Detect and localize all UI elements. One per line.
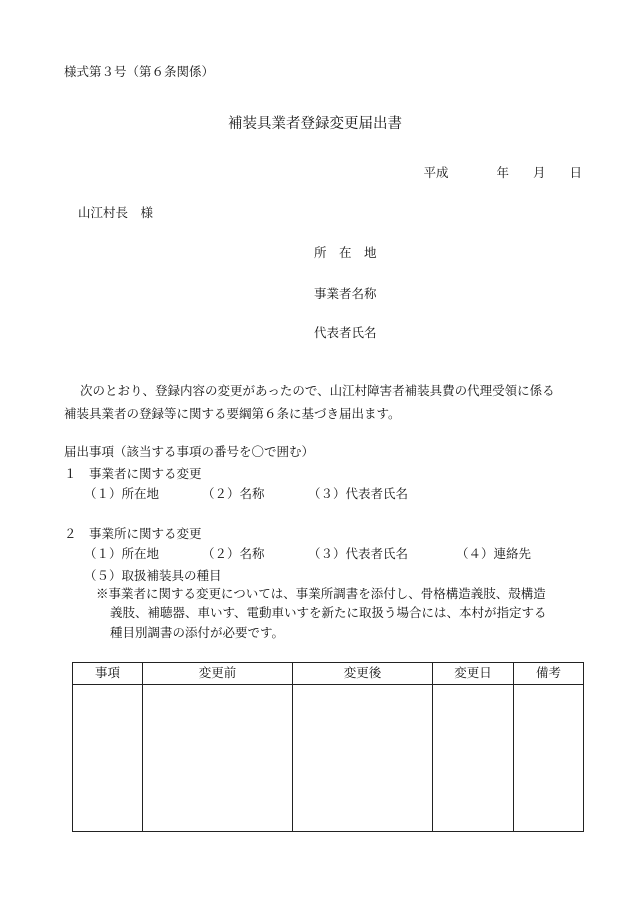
section-1-title: １ 事業者に関する変更 xyxy=(64,466,202,481)
section-2-item-device-types: （５）取扱補装具の種目 xyxy=(84,568,222,583)
header-change-date: 変更日 xyxy=(433,663,514,685)
section-1-item-name: （２）名称 xyxy=(202,486,265,501)
note-line: ※事業者に関する変更については、事業所調書を添付し、骨格構造義肢、殻構造 xyxy=(96,586,546,601)
addressee: 山江村長 様 xyxy=(78,205,154,220)
section-2-item-name: （２）名称 xyxy=(202,546,265,561)
cell-change-date[interactable] xyxy=(433,685,514,832)
table-header-row xyxy=(73,663,584,685)
section-2-item-representative: （３）代表者氏名 xyxy=(308,546,409,561)
section-2-item-address: （１）所在地 xyxy=(84,546,160,561)
body-text-line: 次のとおり、登録内容の変更があったので、山江村障害者補装具費の代理受領に係る xyxy=(80,383,555,398)
date-year: 年 xyxy=(496,165,509,180)
cell-after[interactable] xyxy=(293,685,433,832)
section-1-item-address: （１）所在地 xyxy=(84,486,160,501)
document-title: 補装具業者登録変更届出書 xyxy=(228,116,402,132)
header-before: 変更前 xyxy=(143,663,293,685)
note-line: 義肢、補聴器、車いす、電動車いすを新たに取扱う場合には、本村が指定する xyxy=(110,605,547,620)
body-text-line: 補装具業者の登録等に関する要綱第６条に基づき届出ます。 xyxy=(64,406,401,421)
table-row xyxy=(73,685,584,832)
form-number: 様式第３号（第６条関係） xyxy=(64,64,215,79)
header-remarks: 備考 xyxy=(514,663,584,685)
header-after: 変更後 xyxy=(293,663,433,685)
date-line xyxy=(423,167,582,180)
section-1-item-representative: （３）代表者氏名 xyxy=(308,486,409,501)
applicant-address-label: 所 在 地 xyxy=(314,245,377,260)
date-day: 日 xyxy=(569,165,582,180)
note-line: 種目別調書の添付が必要です。 xyxy=(110,625,285,640)
section-2-title: ２ 事業所に関する変更 xyxy=(64,526,202,541)
header-item: 事項 xyxy=(73,663,143,685)
cell-item[interactable] xyxy=(73,685,143,832)
items-heading: 届出事項（該当する事項の番号を〇で囲む） xyxy=(64,444,315,459)
date-month: 月 xyxy=(532,165,546,180)
cell-remarks[interactable] xyxy=(514,685,584,832)
cell-before[interactable] xyxy=(143,685,293,832)
date-era: 平成 xyxy=(423,165,449,180)
section-2-item-contact: （４）連絡先 xyxy=(456,546,532,561)
applicant-business-name-label: 事業者名称 xyxy=(314,286,377,301)
change-table xyxy=(72,662,584,832)
applicant-representative-label: 代表者氏名 xyxy=(314,325,377,340)
